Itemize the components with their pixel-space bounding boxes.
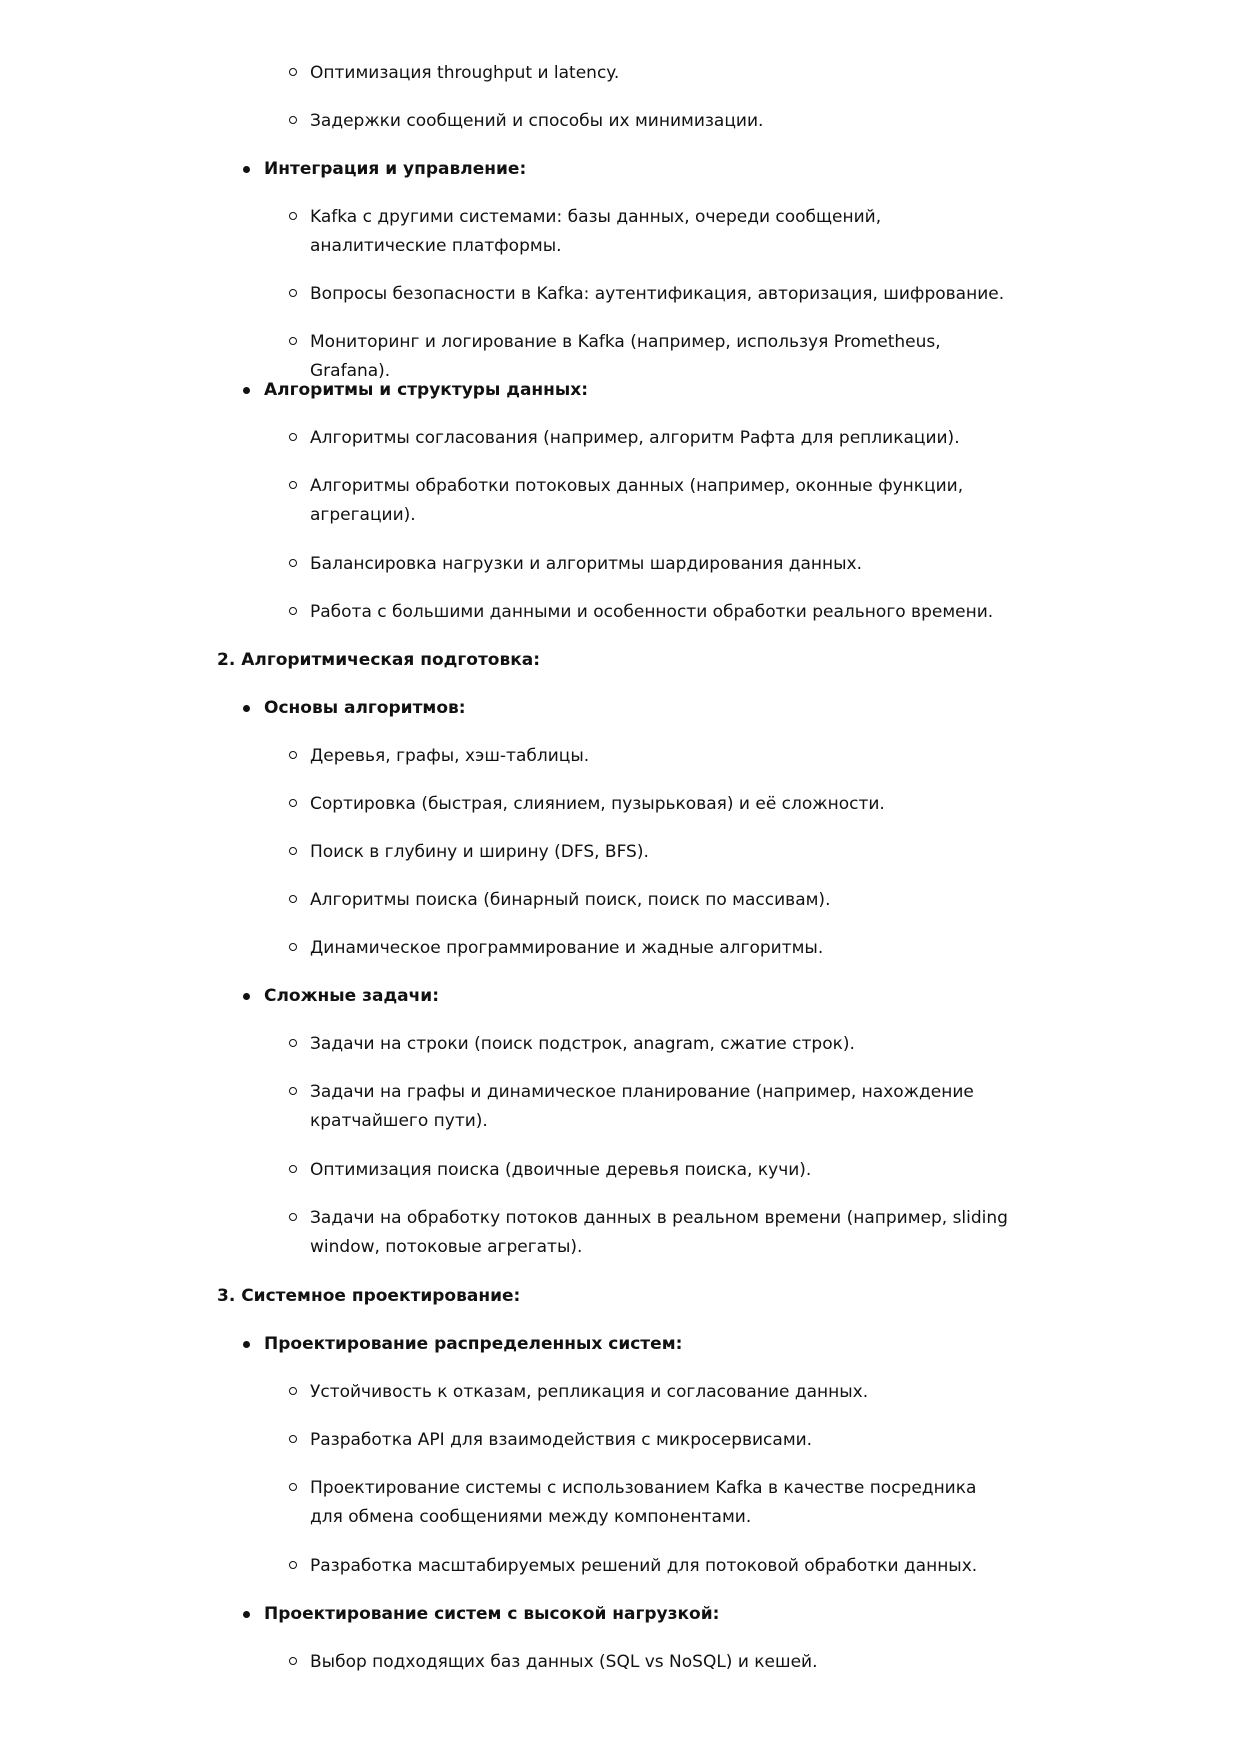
list-item: Задержки сообщений и способы их минимизации. [310,107,1010,136]
list-item: Поиск в глубину и ширину (DFS, BFS). [310,838,1010,867]
list-item: Задачи на графы и динамическое планирование (например, нахождение кратчайшего пути). [310,1078,1010,1136]
section-heading: 2. Алгоритмическая подготовка: [217,650,541,670]
list-item: Выбор подходящих баз данных (SQL vs NoSQL) и кешей. [310,1648,1010,1677]
list-item: Динамическое программирование и жадные алгоритмы. [310,934,1010,963]
list-item: Оптимизация throughput и latency. [310,59,1010,88]
list-item: Деревья, графы, хэш-таблицы. [310,742,1010,771]
subsection-heading: Алгоритмы и структуры данных: [264,376,588,405]
subsection-heading: Проектирование систем с высокой нагрузкой: [264,1600,719,1629]
list-item: Балансировка нагрузки и алгоритмы шардирования данных. [310,550,1010,579]
list-item: Задачи на строки (поиск подстрок, anagram, сжатие строк). [310,1030,1010,1059]
subsection-heading: Основы алгоритмов: [264,694,466,723]
list-item: Алгоритмы согласования (например, алгоритм Рафта для репликации). [310,424,1010,453]
list-item: Вопросы безопасности в Kafka: аутентификация, авторизация, шифрование. [310,280,1010,309]
section-heading: 3. Системное проектирование: [217,1286,521,1306]
list-item: Алгоритмы поиска (бинарный поиск, поиск по массивам). [310,886,1010,915]
list-item: Алгоритмы обработки потоковых данных (например, оконные функции, агрегации). [310,472,1010,530]
subsection-heading: Проектирование распределенных систем: [264,1330,682,1359]
list-item: Kafka с другими системами: базы данных, очереди сообщений, аналитические платформы. [310,203,1010,261]
list-item: Разработка масштабируемых решений для потоковой обработки данных. [310,1552,1010,1581]
list-item: Оптимизация поиска (двоичные деревья поиска, кучи). [310,1156,1010,1185]
list-item: Сортировка (быстрая, слиянием, пузырьковая) и её сложности. [310,790,1010,819]
list-item: Задачи на обработку потоков данных в реальном времени (например, sliding window, потоковые агрегаты). [310,1204,1010,1262]
list-item: Разработка API для взаимодействия с микросервисами. [310,1426,1010,1455]
list-item: Устойчивость к отказам, репликация и согласование данных. [310,1378,1010,1407]
list-item: Мониторинг и логирование в Kafka (например, используя Prometheus, Grafana). [310,328,1010,386]
list-item: Проектирование системы с использованием Kafka в качестве посредника для обмена сообщениями между компонентами. [310,1474,1010,1532]
subsection-heading: Интеграция и управление: [264,155,526,184]
subsection-heading: Сложные задачи: [264,982,439,1011]
list-item: Работа с большими данными и особенности обработки реального времени. [310,598,1010,627]
